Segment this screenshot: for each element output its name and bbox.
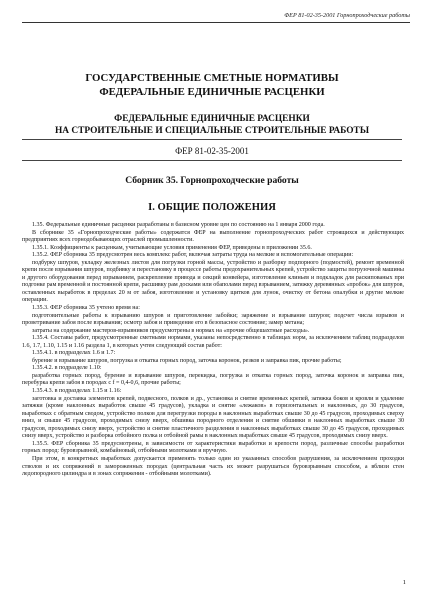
paragraph: заготовка и доставка элементов крепей, подвесного, полков и др., установка и снятие временных крепей, затяжка боков и кровли и удаление затяжки (кроме наклонных выработок свыше 45 градусов), укладка и снятие «лежаков» в горизонтальных и наклонных, до 30 градусов, выработках с обратным сводом, устройство полков для перегрузки породы в наклонных выработках свыше 30 до 45 градусов, проходимых сверху вниз, и свыше 45 градусов, проходимых снизу вверх, обшивка породного отделения и снятие обшивки в наклонных выработках свыше 30 градусов, проходимых снизу вверх, устройство и снятие пластичного разделения в наклонных выработках свыше 30 до 45 градусов, проходимых снизу вверх, устройство и разборка отбойного полка и отбойной рамы в наклонных выработках свыше 45 градусов, проходимых снизу вверх. [22, 395, 404, 440]
paragraph: подготовительные работы к взрыванию шпуров и приготовление забойки; заряжение и взрывание шпуров; подсчет числа взрывов и проветривание забоя после взрывания; осмотр забоя и приведение его в безопасное состояние; замер метана; [22, 312, 404, 327]
collection-title: Сборник 35. Горнопроходческие работы [125, 175, 299, 186]
subtitle-line-2: НА СТРОИТЕЛЬНЫЕ И СПЕЦИАЛЬНЫЕ СТРОИТЕЛЬНЫЕ РАБОТЫ [54, 126, 370, 136]
running-header: ФЕР 81-02-35-2001 Горнопроходческие работы [284, 12, 410, 19]
header-rule [22, 22, 410, 23]
paragraph: бурение и взрывание шпуров, погрузка и откатка горных пород, заточка коронок, резков и заправка пик, прочие работы; [32, 357, 342, 364]
paragraph: 1.35.2. ФЕР сборника 35 предусмотрен весь комплекс работ, включая затраты труда на мелкие и вспомогательные операции: [32, 252, 354, 259]
paragraph: подбурку шпуров, укладку железных листов для погрузки горной массы, устройство и разборку подпорного (подмостей), ремонт временной крепи после взрывания шпуров, подбивку и перестановку в процессе работы предохранительных крепей, устройство защиты погрузочной машины и другого оборудования перед взрыванием, раскрепление привода и секций конвейера, изготовление клиньев и подкладок для раскипованых при подгонке рам временной и постоянной крепи, расшивку рам досками или обаполами перед взрыванием, затяжку деревянных «пробок» для шпуров, оставленных выработок в пределах 20 м от забоя, изготовление и установку щитков для лунок, очистку от бетона опалубки и другие мелкие операции. [22, 259, 404, 304]
paragraph: 1.35.1. Коэффициенты к расценкам, учитывающие условия применения ФЕР, приведены в приложении 35.6. [32, 244, 312, 251]
code-rule-top [22, 139, 402, 140]
paragraph: затраты на содержание мастеров-взрывников предусмотрены в нормах на «прочие общешахтные расходы». [32, 327, 310, 334]
subtitle-line-1: ФЕДЕРАЛЬНЫЕ ЕДИНИЧНЫЕ РАСЦЕНКИ [114, 114, 310, 124]
paragraph: разработка горных пород, бурение и взрывание шпуров, перекидка, погрузка и откатка горных пород, заточка коронок и заправка пик, перебурка крепи забоя в породах с f = 0,4-0,6, прочие работы; [22, 372, 404, 387]
paragraph: 1.35.4.1. в подразделах 1.6 и 1.7: [32, 350, 116, 357]
section-heading: I. ОБЩИЕ ПОЛОЖЕНИЯ [148, 202, 276, 213]
paragraph: 1.35. Федеральные единичные расценки разработаны в базисном уровне цен по состоянию на 1 января 2000 года. [32, 222, 325, 228]
page-number: 1 [402, 579, 406, 586]
document-code: ФЕР 81-02-35-2001 [175, 146, 249, 156]
paragraph: 1.35.4.2. в подразделе 1.10: [32, 365, 102, 372]
paragraph: 1.35.4.3. в подразделах 1.15 и 1.16: [32, 388, 122, 395]
paragraph: При этом, в конкретных выработках допускается применять только один из указанных способов разрушения, за исключением проходки стволов и их сопряжений в замороженных породах (центральная часть их может разрушаться буровзрывным способом, а вблизи стен ледопородного цилиндра и в зонах сопряжения - отбойными молотками). [22, 455, 404, 478]
paragraph: В сборнике 35 «Горнопроходческие работы» содержатся ФЕР на выполнение горнопроходческих работ строящихся и действующих предприятиях всех горнодобывающих отраслей промышленности. [22, 229, 404, 244]
paragraph: 1.35.4. Составы работ, предусмотренные сметными нормами, указаны непосредственно в таблицах норм, за исключением таблиц подразделов 1.6, 1.7, 1.10, 1.15 и 1.16 раздела 1, в которых учтен следующий состав работ: [22, 335, 404, 349]
body-text [22, 222, 404, 479]
paragraph: 1.35.3. ФЕР сборника 35 учтено время на: [32, 305, 140, 312]
title-line-2: ФЕДЕРАЛЬНЫЕ ЕДИНИЧНЫЕ РАСЦЕНКИ [99, 86, 325, 98]
title-line-1: ГОСУДАРСТВЕННЫЕ СМЕТНЫЕ НОРМАТИВЫ [85, 72, 339, 84]
code-rule-bottom [22, 160, 402, 161]
paragraph: 1.35.5. ФЕР сборника 35 предусмотрены, в зависимости от характеристики выработки и крепости пород, различные способы разработки горных пород: буровзрывной, комбайновый, отбойными молотками и вручную. [22, 440, 404, 455]
